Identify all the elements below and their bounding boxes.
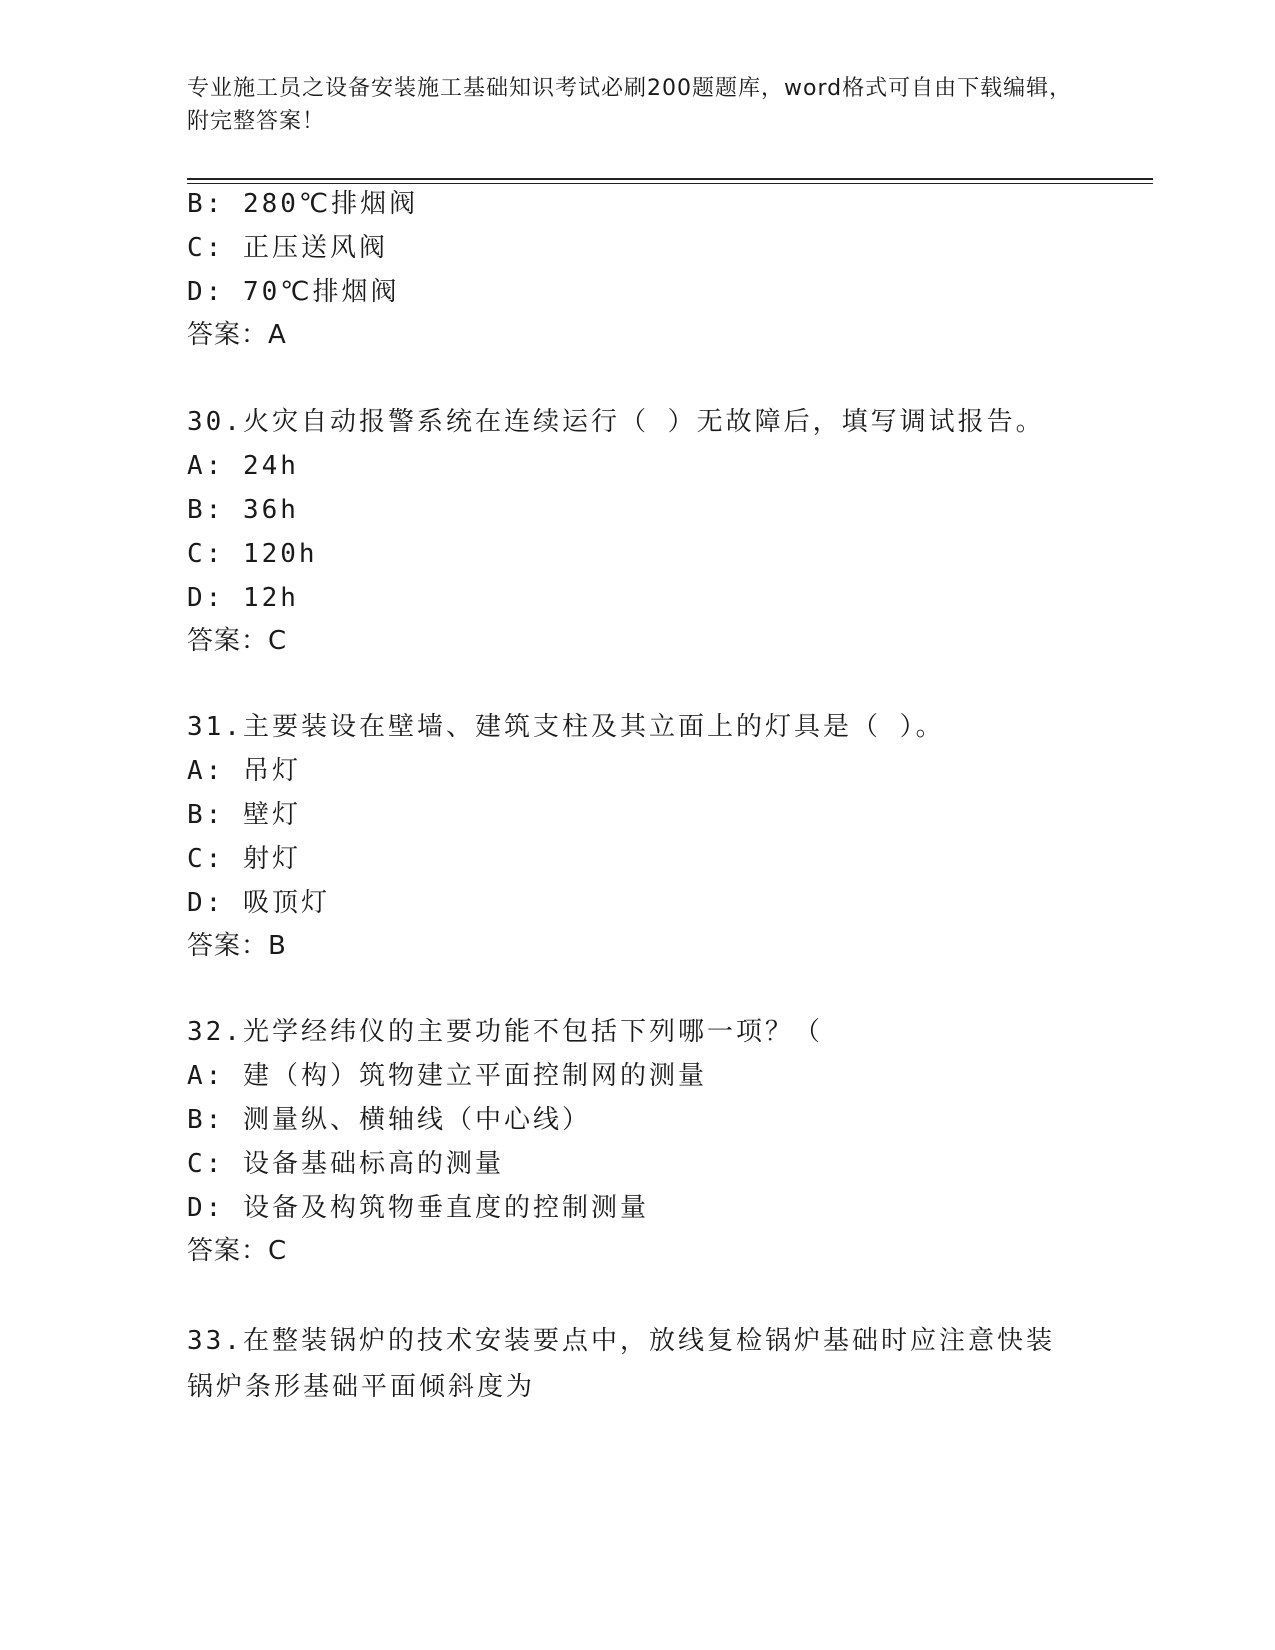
option-c: C: 正压送风阀 (187, 233, 388, 263)
header-rule-thick (187, 178, 1153, 180)
question-stem: 30.火灾自动报警系统在连续运行（ ）无故障后，填写调试报告。 (187, 407, 1045, 437)
header-rule-thin (187, 183, 1153, 184)
option-a: A: 24h (187, 451, 299, 481)
question-stem: 31.主要装设在壁墙、建筑支柱及其立面上的灯具是（ ）。 (187, 712, 945, 742)
page-header: 专业施工员之设备安装施工基础知识考试必刷200题题库，word格式可自由下载编辑，附完整答案！ (187, 76, 1073, 134)
question-stem: 33.在整装锅炉的技术安装要点中，放线复检锅炉基础时应注意快装锅炉条形基础平面倾斜度为 (187, 1326, 1055, 1402)
question-stem: 32.光学经纬仪的主要功能不包括下列哪一项？（ (187, 1017, 823, 1047)
option-c: C: 射灯 (187, 844, 301, 874)
answer: 答案：A (187, 320, 287, 350)
option-b: B: 280℃排烟阀 (187, 189, 419, 219)
option-a: A: 建（构）筑物建立平面控制网的测量 (187, 1061, 707, 1091)
answer: 答案：B (187, 931, 287, 961)
answer: 答案：C (187, 626, 288, 656)
option-a: A: 吊灯 (187, 756, 301, 786)
option-b: B: 壁灯 (187, 800, 301, 830)
option-c: C: 120h (187, 539, 318, 569)
answer: 答案：C (187, 1236, 288, 1266)
option-d: D: 设备及构筑物垂直度的控制测量 (187, 1193, 649, 1223)
option-d: D: 12h (187, 583, 299, 613)
option-d: D: 吸顶灯 (187, 888, 330, 918)
option-c: C: 设备基础标高的测量 (187, 1149, 504, 1179)
option-d: D: 70℃排烟阀 (187, 277, 400, 307)
option-b: B: 测量纵、横轴线（中心线） (187, 1105, 591, 1135)
option-b: B: 36h (187, 495, 299, 525)
